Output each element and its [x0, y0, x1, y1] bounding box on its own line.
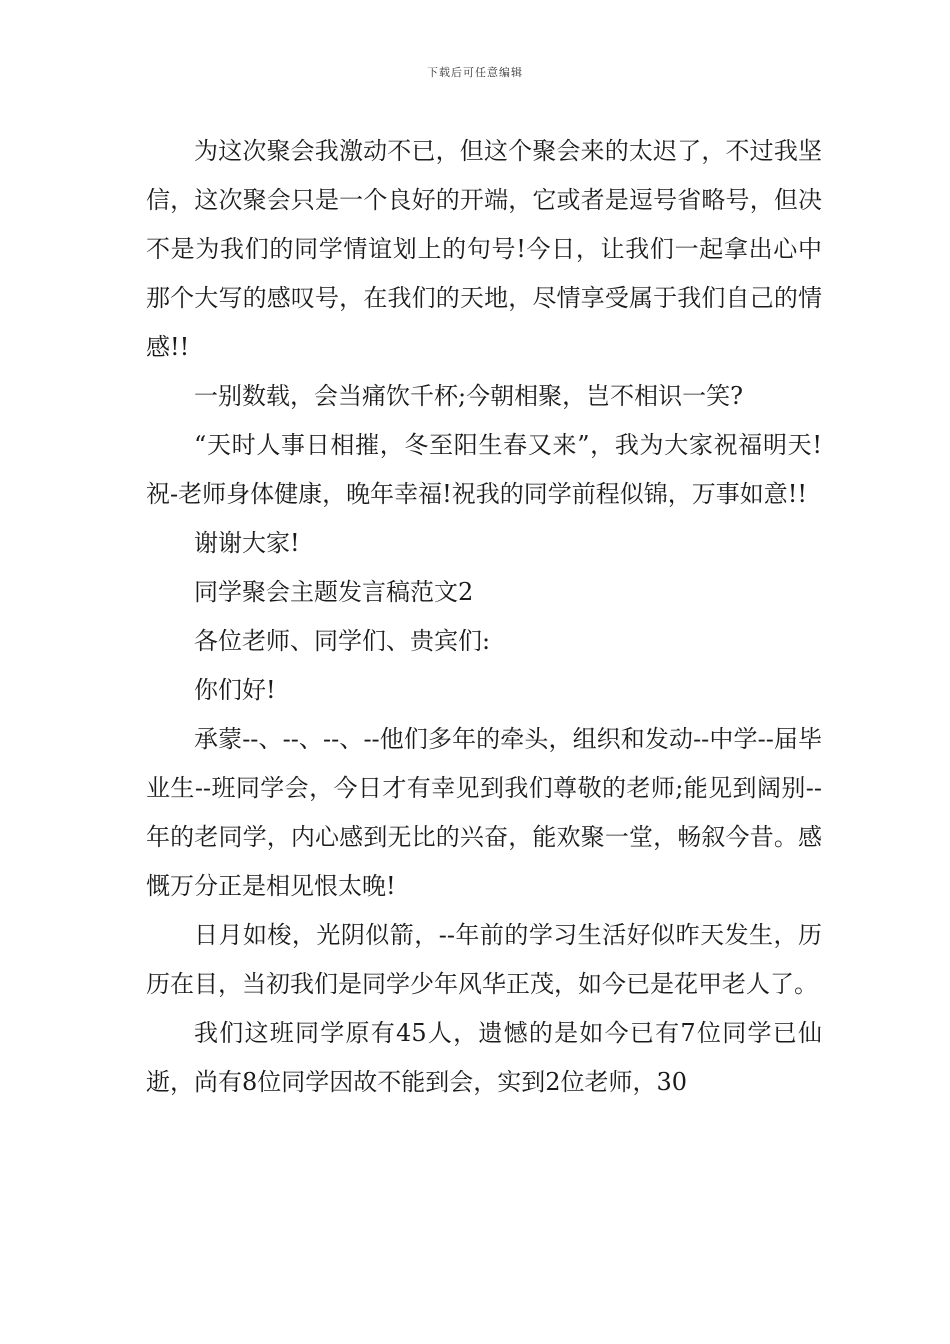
paragraph: 为这次聚会我激动不已，但这个聚会来的太迟了，不过我坚信，这次聚会只是一个良好的开端，它或者是逗号省略号，但决不是为我们的同学情谊划上的句号!今日，让我们一起拿出心中那个大写的感叹号，在我们的天地，尽情享受属于我们自己的情感!! — [146, 137, 822, 361]
page-header: 下载后可任意编辑 — [427, 66, 523, 79]
document-body — [146, 127, 822, 1107]
section-heading: 同学聚会主题发言稿范文2 — [194, 578, 474, 606]
paragraph: 一别数载，会当痛饮千杯;今朝相聚，岂不相识一笑? — [194, 382, 743, 410]
greeting: 你们好! — [194, 676, 276, 704]
paragraph: 谢谢大家! — [194, 529, 300, 557]
paragraph: “天时人事日相摧，冬至阳生春又来”，我为大家祝福明天!祝-老师身体健康，晚年幸福!祝我的同学前程似锦，万事如意!! — [146, 431, 822, 508]
paragraph: 日月如梭，光阴似箭，--年前的学习生活好似昨天发生，历历在目，当初我们是同学少年风华正茂，如今已是花甲老人了。 — [146, 921, 822, 998]
paragraph: 承蒙--、--、--、--他们多年的牵头，组织和发动--中学--届毕业生--班同学会，今日才有幸见到我们尊敬的老师;能见到阔别--年的老同学，内心感到无比的兴奋，能欢聚一堂，畅叙今昔。感慨万分正是相见恨太晚! — [146, 725, 822, 900]
salutation: 各位老师、同学们、贵宾们: — [194, 627, 491, 655]
paragraph: 我们这班同学原有45人，遗憾的是如今已有7位同学已仙逝，尚有8位同学因故不能到会，实到2位老师，30 — [146, 1019, 822, 1096]
